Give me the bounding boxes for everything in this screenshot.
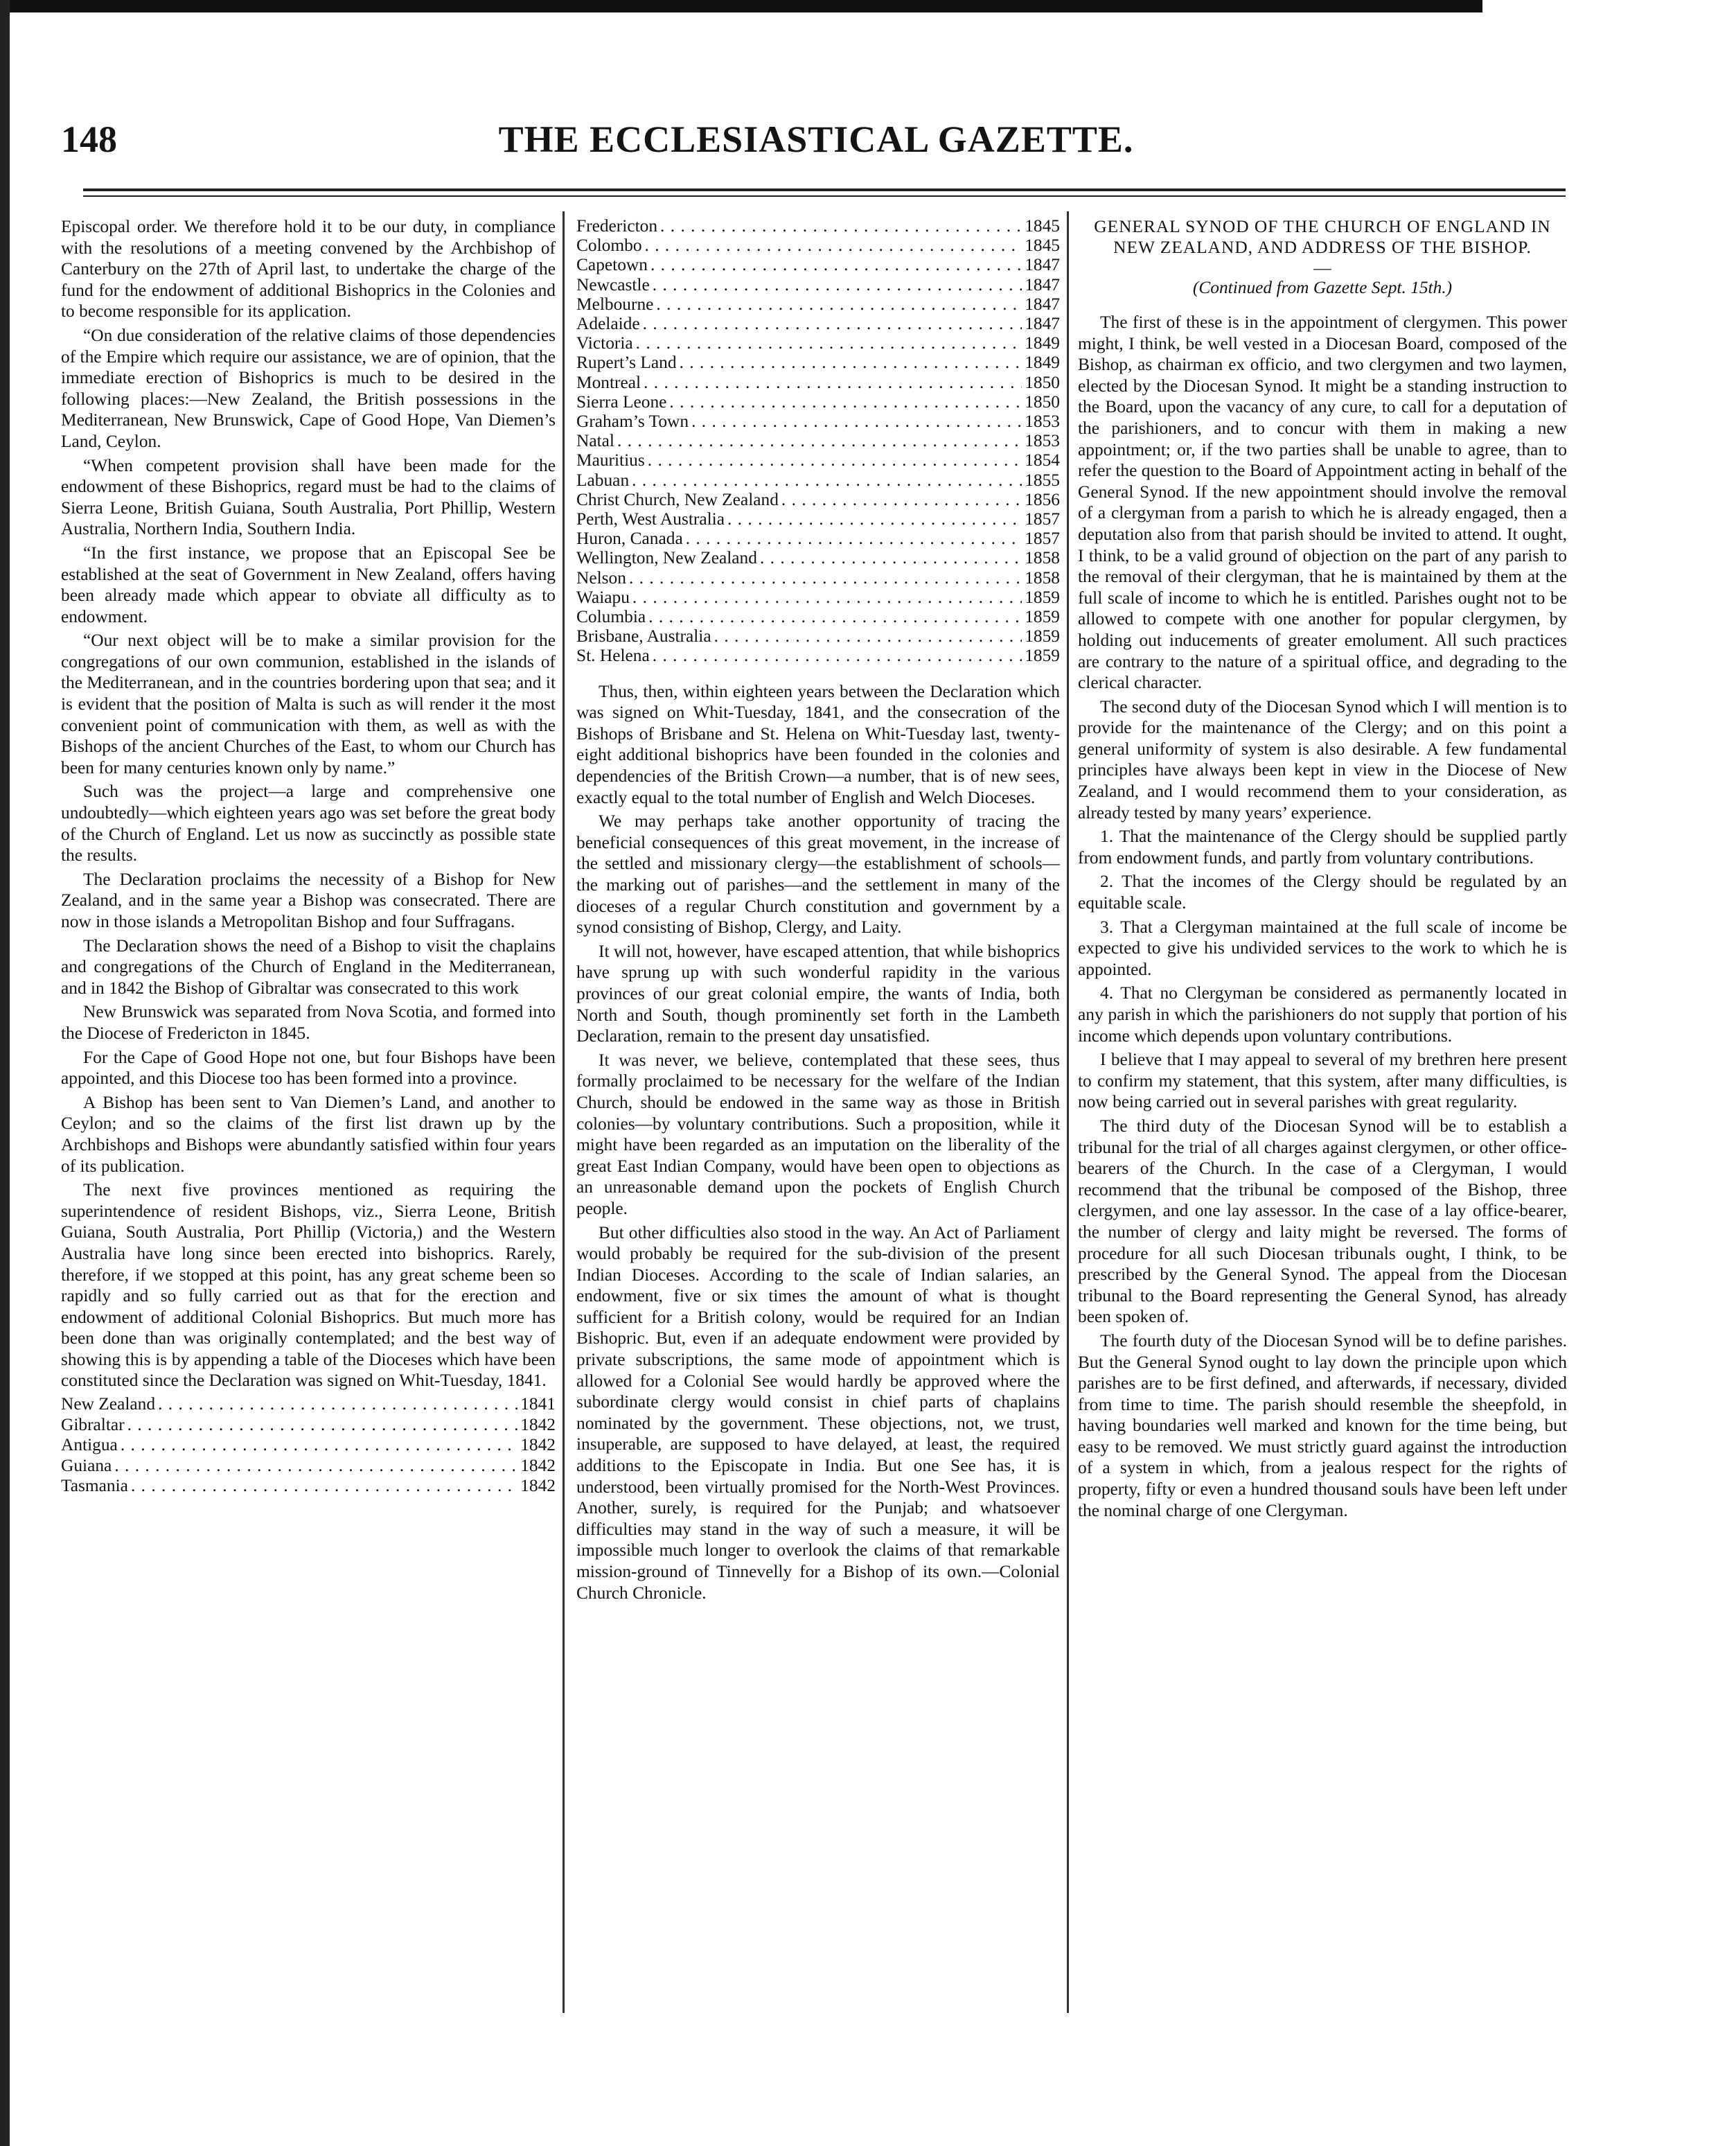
- diocese-name: Antigua: [61, 1435, 118, 1455]
- paragraph: The Declaration shows the need of a Bishop to visit the chaplains and congregations of the Church of England in the Mediterranean, and in 1842 the Bishop of Gibraltar was consecrated to this work: [61, 935, 556, 998]
- table-row: [576, 314, 1060, 333]
- leader-dots: [629, 568, 1022, 588]
- paragraph: For the Cape of Good Hope not one, but four Bishops have been appointed, and this Diocese too has been formed into a province.: [61, 1047, 556, 1089]
- table-row: [576, 626, 1060, 646]
- column-rule-2: [1067, 211, 1069, 2013]
- paragraph: The fourth duty of the Diocesan Synod will be to define parishes. But the General Synod ought to lay down the principle upon which parishes are to be first defined, and afterwards, if necessary, divided from time to time. The parish should resemble the sheepfold, in having boundaries well marked and known for the time being, but easy to be removed. We must strictly guard against the introduction of a system in which, from a jealous respect for the rights of property, fifty or even a hundred thousand souls have been left under the nominal charge of one Clergyman.: [1078, 1330, 1567, 1520]
- paragraph: “On due consideration of the relative claims of those dependencies of the Empire which require our assistance, we are of opinion, that the immediate erection of Bishoprics is much to be desired in the following places:—New Zealand, the British possessions in the Mediterranean, New Brunswick, Cape of Good Hope, Van Diemen’s Land, Ceylon.: [61, 325, 556, 451]
- scan-top-bar: [0, 0, 1482, 12]
- paragraph: I believe that I may appeal to several of my brethren here present to confirm my statement, that this system, after many difficulties, is now being carried out in several parishes with great regularity.: [1078, 1050, 1567, 1112]
- diocese-name: Brisbane, Australia: [576, 626, 711, 647]
- paragraph: It was never, we believe, contemplated that these sees, thus formally proclaimed to be necessary for the welfare of the Indian Church, should be endowed in the same way as those in British colonies—by voluntary contributions. Such a proposition, while it might have been regarded as an imputation on the liberality of the great East Indian Company, would have been open to objections as an unreasonable demand upon the pockets of English Church people.: [576, 1050, 1060, 1218]
- scan-left-edge: [0, 0, 10, 2146]
- leader-dots: [686, 529, 1022, 548]
- leader-dots: [714, 626, 1022, 646]
- diocese-name: Fredericton: [576, 216, 658, 236]
- diocese-table: [61, 1394, 556, 1497]
- leader-dots: [632, 470, 1022, 490]
- leader-dots: [645, 236, 1022, 255]
- diocese-name: Montreal: [576, 372, 641, 392]
- leader-dots: [617, 431, 1022, 450]
- paragraph: 4. That no Clergyman be considered as permanently located in any parish in which the parishioners do not supply that portion of his income which depends upon voluntary contributions.: [1078, 983, 1567, 1046]
- table-row: [576, 450, 1060, 470]
- leader-dots: [727, 509, 1022, 529]
- diocese-year: 1859: [1025, 587, 1060, 607]
- leader-dots: [653, 646, 1022, 665]
- table-row: [576, 412, 1060, 431]
- diocese-year: 1841: [520, 1394, 556, 1414]
- table-row: [61, 1476, 556, 1497]
- diocese-year: 1858: [1025, 548, 1060, 568]
- diocese-year: 1842: [520, 1455, 556, 1475]
- diocese-name: Capetown: [576, 255, 648, 275]
- diocese-year: 1859: [1025, 607, 1060, 627]
- table-row: [61, 1456, 556, 1477]
- column-3: [1078, 216, 1567, 2042]
- diocese-year: 1857: [1025, 509, 1060, 529]
- diocese-year: 1855: [1025, 470, 1060, 490]
- leader-dots: [636, 333, 1022, 353]
- diocese-year: 1853: [1025, 431, 1060, 451]
- diocese-year: 1854: [1025, 450, 1060, 470]
- diocese-name: Gibraltar: [61, 1414, 125, 1434]
- table-row: [61, 1435, 556, 1456]
- paragraph: The third duty of the Diocesan Synod will be to establish a tribunal for the trial of all charges against clergymen, or other office-bearers of the Church. In the case of a Clergyman, I would recommend that the tribunal be composed of the Bishop, three clergymen, and one lay assessor. In the case of a lay office-bearer, the number of clergy and laity might be reversed. The forms of procedure for all such Diocesan tribunals ought, I think, to be prescribed by the General Synod. The appeal from the Diocesan tribunal to the Board representing the General Synod, has already been spoken of.: [1078, 1116, 1567, 1327]
- leader-dots: [691, 412, 1022, 431]
- paragraph: New Brunswick was separated from Nova Scotia, and formed into the Diocese of Fredericton in 1845.: [61, 1002, 556, 1043]
- paragraph: The first of these is in the appointment of clergymen. This power might, I think, be well vested in a Diocesan Board, composed of the Bishop, as chairman ex officio, and two clergymen and two laymen, elected by the Diocesan Synod. It might be a standing instruction to the Board, upon the vacancy of any cure, to call for a deputation of the parishioners, and to concur with them in making a new appointment; or, if the two parties shall be unable to agree, than to refer the question to the Board of Appointment acting in behalf of the General Synod. If the new appointment should involve the removal of a clergyman from a parish to which he is already engaged, then a deputation also from that parish should be invited to attend. It ought, I think, to be a valid ground of objection on the part of any parish to the removal of their clergyman, that he is maintained by them at the full scale of income to which he is entitled. Parishes ought not to be allowed to compete with one another for popular clergymen, by holding out inducements of greater emolument. All such practices are contrary to the nature of a spiritual office, and degrading to the clerical character.: [1078, 313, 1567, 693]
- diocese-name: Columbia: [576, 607, 646, 627]
- diocese-name: New Zealand: [61, 1394, 156, 1414]
- diocese-name: Perth, West Australia: [576, 509, 725, 529]
- diocese-name: Sierra Leone: [576, 392, 667, 412]
- page-header: [61, 118, 1571, 166]
- diocese-year: 1847: [1025, 255, 1060, 275]
- diocese-year: 1858: [1025, 568, 1060, 588]
- paragraph: But other difficulties also stood in the way. An Act of Parliament would probably be required for the sub-division of the present Indian Dioceses. According to the scale of Indian salaries, an endowment, five or six times the amount of what is thought sufficient for a British colony, would be required for an Indian Bishopric. But, even if an adequate endowment were provided by private subscriptions, the same mode of appointment which is allowed for a Colonial See would hardly be approved where the subordinate clergy would consist in chief parts of chaplains nominated by the government. These objections, not, we trust, insuperable, are supposed to have delayed, at least, the required additions to the Episcopate in India. But one See has, it is understood, been virtually promised for the North-West Provinces. Another, surely, is required for the Punjab; and whatsoever difficulties may stand in the way of such a measure, it will be impossible much longer to overlook the claims of that remarkable mission-ground of Tinnevelly for a Bishop of its own.—Colonial Church Chronicle.: [576, 1222, 1060, 1603]
- diocese-year: 1850: [1025, 372, 1060, 392]
- diocese-year: 1845: [1025, 216, 1060, 236]
- diocese-year: 1850: [1025, 392, 1060, 412]
- leader-dots: [781, 490, 1022, 509]
- leader-dots: [669, 392, 1022, 412]
- leader-dots: [131, 1476, 517, 1497]
- continued-note: (Continued from Gazette Sept. 15th.): [1192, 278, 1453, 297]
- diocese-year: 1842: [520, 1476, 556, 1496]
- leader-dots: [158, 1394, 517, 1415]
- diocese-name: Graham’s Town: [576, 412, 689, 432]
- paragraph: Such was the project—a large and comprehensive one undoubtedly—which eighteen years ago was set before the great body of the Church of England. Let us now as succinctly as possible state the results.: [61, 782, 556, 865]
- diocese-year: 1853: [1025, 412, 1060, 432]
- paragraph: “When competent provision shall have been made for the endowment of these Bishoprics, regard must be had to the claims of Sierra Leone, British Guiana, South Australia, Port Phillip, Western Australia, Northern India, Southern India.: [61, 455, 556, 539]
- page-number: 148: [61, 118, 117, 160]
- diocese-name: Wellington, New Zealand: [576, 548, 757, 568]
- diocese-name: Adelaide: [576, 314, 640, 334]
- table-row: [576, 509, 1060, 529]
- paragraph: Episcopal order. We therefore hold it to be our duty, in compliance with the resolutions of a meeting convened by the Archbishop of Canterbury on the 27th of April last, to undertake the charge of the fund for the endowment of additional Bishoprics in the Colonies and to become responsible for its application.: [61, 217, 556, 322]
- diocese-year: 1845: [1025, 236, 1060, 256]
- table-row: [576, 470, 1060, 490]
- table-row: [576, 216, 1060, 236]
- table-row: [576, 607, 1060, 626]
- diocese-name: Melbourne: [576, 294, 654, 314]
- heading-dash: —: [1313, 258, 1331, 278]
- paragraph: 2. That the incomes of the Clergy should be regulated by an equitable scale.: [1078, 872, 1567, 913]
- table-row: [61, 1394, 556, 1415]
- paragraph: The Declaration proclaims the necessity of a Bishop for New Zealand, and in the same year a Bishop was consecrated. There are now in those islands a Metropolitan Bishop and four Suffragans.: [61, 869, 556, 931]
- leader-dots: [632, 588, 1022, 607]
- diocese-name: Labuan: [576, 470, 630, 490]
- diocese-name: Rupert’s Land: [576, 353, 677, 373]
- table-row: [576, 333, 1060, 353]
- leader-dots: [121, 1435, 517, 1456]
- paragraph: It will not, however, have escaped attention, that while bishoprics have sprung up with such wonderful rapidity in the various provinces of our great colonial empire, the wants of India, both North and South, though prominently set forth in the Lambeth Declaration, remain to the present day unsatisfied.: [576, 941, 1061, 1046]
- leader-dots: [648, 450, 1022, 470]
- diocese-year: 1859: [1025, 626, 1060, 647]
- column-rule-1: [563, 211, 565, 2013]
- diocese-year: 1859: [1025, 646, 1060, 666]
- diocese-year: 1842: [520, 1435, 556, 1455]
- table-row: [576, 373, 1060, 392]
- diocese-year: 1856: [1025, 489, 1060, 509]
- leader-dots: [760, 548, 1022, 568]
- diocese-name: Huron, Canada: [576, 529, 683, 549]
- leader-dots: [650, 255, 1022, 274]
- leader-dots: [127, 1415, 518, 1436]
- table-row: [576, 646, 1060, 665]
- diocese-year: 1849: [1025, 353, 1060, 373]
- column-1: [61, 216, 556, 2042]
- table-row: [576, 236, 1060, 255]
- paragraph: 3. That a Clergyman maintained at the full scale of income be expected to give his undivided services to the work to which he is appointed.: [1078, 917, 1567, 979]
- leader-dots: [644, 373, 1022, 392]
- leader-dots: [643, 314, 1022, 333]
- diocese-year: 1849: [1025, 333, 1060, 353]
- diocese-name: Waiapu: [576, 587, 630, 607]
- diocese-name: St. Helena: [576, 646, 650, 666]
- diocese-year: 1847: [1025, 294, 1060, 314]
- table-row: [576, 255, 1060, 274]
- paragraph: Thus, then, within eighteen years between the Declaration which was signed on Whit-Tuesday, 1841, and the consecration of the Bishops of Brisbane and St. Helena on Whit-Tuesday last, twenty-eight additional bishoprics have been founded in the colonies and dependencies of the British Crown—a number, that is of new sees, exactly equal to the total number of English and Welch Dioceses.: [576, 681, 1060, 807]
- header-rule-thin: [83, 195, 1566, 197]
- diocese-name: Nelson: [576, 568, 626, 588]
- header-rule: [83, 188, 1566, 191]
- table-row: [576, 490, 1060, 509]
- leader-dots: [648, 607, 1022, 626]
- diocese-name: Newcastle: [576, 274, 650, 294]
- diocese-year: 1847: [1025, 314, 1060, 334]
- paragraph: The next five provinces mentioned as requiring the superintendence of resident Bishops, viz., Sierra Leone, British Guiana, South Australia, Port Phillip (Victoria,) and the Western Australia have long since been erected into bishoprics. Rarely, therefore, if we stopped at this point, has any great scheme been so rapidly and so fully carried out as that for the erection and endowment of additional Colonial Bishoprics. But much more has been done than was originally contemplated; and the best way of showing this is by appending a table of the Dioceses which have been constituted since the Declaration was signed on Whit-Tuesday, 1841.: [61, 1180, 556, 1391]
- paragraph: We may perhaps take another opportunity of tracing the beneficial consequences of this great movement, in the increase of the settled and missionary clergy—the establishment of schools—the marking out of parishes—and the settlement in many of the dioceses of a regular Church constitution and government by a synod consisting of Bishop, Clergy, and Laity.: [576, 811, 1060, 938]
- leader-dots: [656, 294, 1022, 314]
- table-row: [576, 568, 1060, 588]
- diocese-year: 1857: [1025, 529, 1060, 549]
- diocese-name: Natal: [576, 431, 614, 451]
- table-row: [576, 529, 1060, 548]
- leader-dots: [114, 1456, 517, 1477]
- table-row: [576, 275, 1060, 294]
- table-row: [576, 548, 1060, 568]
- paragraph: A Bishop has been sent to Van Diemen’s Land, and another to Ceylon; and so the claims of the first list drawn up by the Archbishops and Bishops were abundantly satisfied within four years of its publication.: [61, 1092, 556, 1176]
- section-heading: GENERAL SYNOD OF THE CHURCH OF ENGLAND IN NEW ZEALAND, AND ADDRESS OF THE BISHOP.: [1094, 217, 1551, 257]
- diocese-name: Colombo: [576, 236, 642, 256]
- diocese-name: Tasmania: [61, 1476, 128, 1496]
- diocese-name: Guiana: [61, 1455, 112, 1475]
- table-row: [61, 1415, 556, 1436]
- table-row: [576, 392, 1060, 412]
- paragraph: The second duty of the Diocesan Synod which I will mention is to provide for the maintenance of the Clergy; and on this point a general uniformity of system is also desirable. A few fundamental principles have always been kept in view in the Diocese of New Zealand, and I would recommend them to your consideration, as already tested by many years’ experience.: [1078, 696, 1567, 823]
- table-row: [576, 588, 1060, 607]
- column-2: [576, 216, 1060, 2042]
- leader-dots: [660, 216, 1022, 236]
- paragraph: “Our next object will be to make a similar provision for the congregations of our own communion, established in the islands of the Mediterranean, and in the countries bordering upon that sea; and it is evident that the position of Malta is such as will render it the most convenient point of communication with them, as well as with the Bishops of the ancient Churches of the East, to whom our Church has been for many centuries known only by name.”: [61, 631, 556, 777]
- diocese-name: Victoria: [576, 333, 633, 353]
- leader-dots: [653, 275, 1022, 294]
- diocese-year: 1847: [1025, 274, 1060, 294]
- table-row: [576, 294, 1060, 314]
- diocese-year: 1842: [520, 1414, 556, 1434]
- table-row: [576, 431, 1060, 450]
- paragraph: 1. That the maintenance of the Clergy should be supplied partly from endowment funds, and partly from voluntary contributions.: [1078, 827, 1567, 868]
- diocese-name: Mauritius: [576, 450, 645, 470]
- table-row: [576, 353, 1060, 372]
- diocese-table: [576, 216, 1060, 666]
- diocese-name: Christ Church, New Zealand: [576, 489, 779, 509]
- paragraph: “In the first instance, we propose that an Episcopal See be established at the seat of Government in New Zealand, offers having been already made which appear to obviate all difficulty as to endowment.: [61, 543, 556, 626]
- page-title: THE ECCLESIASTICAL GAZETTE.: [498, 118, 1134, 160]
- leader-dots: [680, 353, 1022, 372]
